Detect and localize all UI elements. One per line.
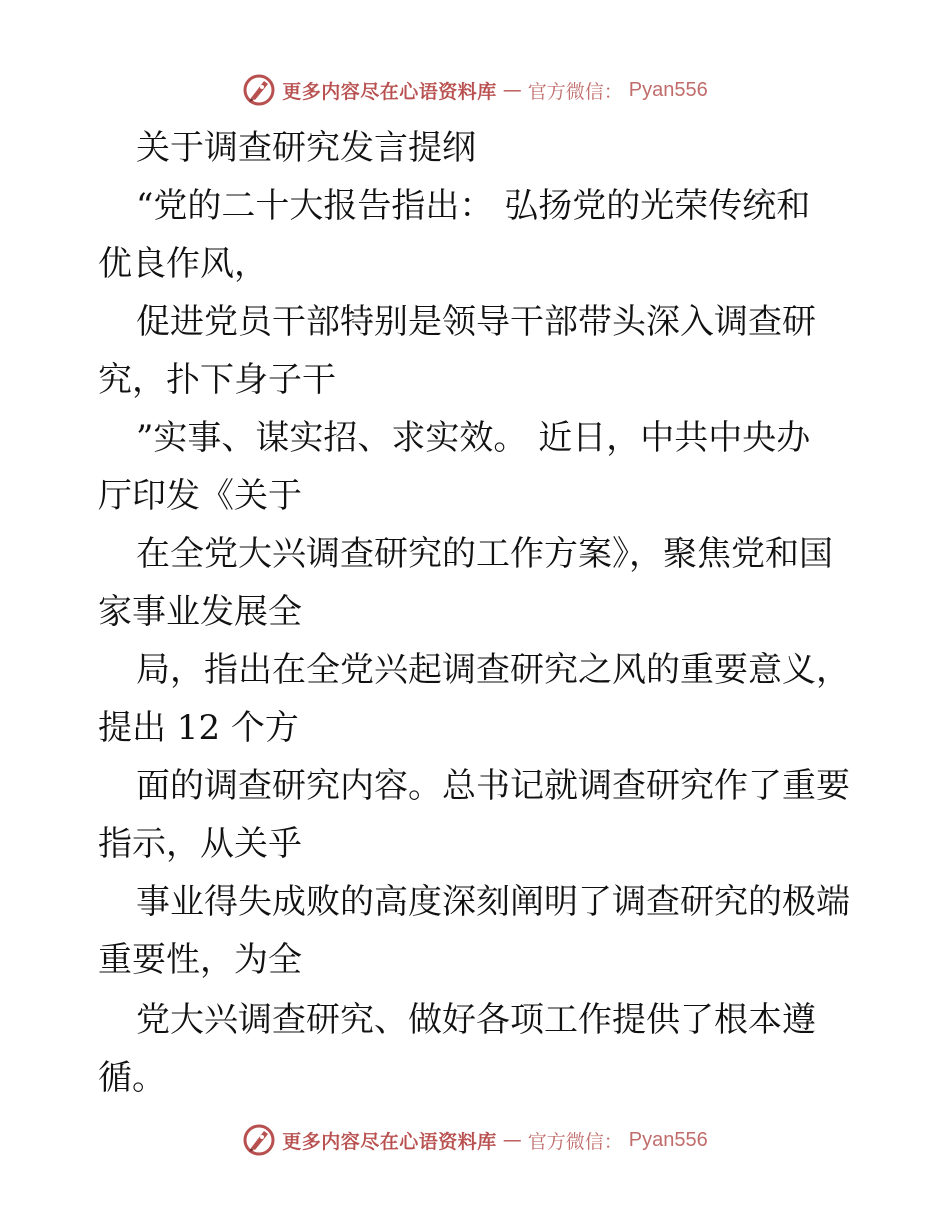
paragraph-line: 家事业发展全 (98, 592, 302, 632)
paragraph-line: 重要性，为全 (98, 940, 302, 980)
header-wechat-label: 官方微信： (527, 80, 623, 103)
footer-brand-text: 更多内容尽在心语资料库 (282, 1130, 497, 1153)
paragraph-line: 优良作风， (98, 244, 268, 284)
paragraph-line: 事业得失成败的高度深刻阐明了调查研究的极端 (136, 882, 850, 922)
paragraph-line: 究，扑下身子干 (98, 360, 336, 400)
paragraph-line: 在全党大兴调查研究的工作方案》，聚焦党和国 (136, 534, 833, 574)
paragraph-line: ”实事、谋实招、求实效。 近日，中共中央办 (136, 418, 811, 458)
header-brand-text: 更多内容尽在心语资料库 (282, 80, 497, 103)
footer-dash: — (502, 1129, 522, 1151)
footer-banner (0, 1120, 950, 1160)
footer-wechat-label: 官方微信： (527, 1130, 623, 1153)
paragraph-line: 面的调查研究内容。总书记就调查研究作了重要 (136, 766, 850, 806)
paragraph-line: “党的二十大报告指出： 弘扬党的光荣传统和 (136, 186, 811, 226)
header-wechat-id: Pyan556 (628, 78, 708, 101)
header-dash: — (502, 79, 522, 101)
paragraph-line: 党大兴调查研究、做好各项工作提供了根本遵 (136, 1000, 816, 1040)
paragraph-line: 指示，从关乎 (98, 824, 302, 864)
document-title: 关于调查研究发言提纲 (136, 128, 476, 168)
paragraph-line: 厅印发《关于 (98, 476, 302, 516)
paragraph-line: 循。 (98, 1058, 166, 1098)
footer-wechat-id: Pyan556 (628, 1128, 708, 1151)
paragraph-line: 促进党员干部特别是领导干部带头深入调查研 (136, 302, 816, 342)
quill-pen-logo-icon (242, 1123, 276, 1157)
paragraph-line: 局，指出在全党兴起调查研究之风的重要意义， (136, 650, 850, 690)
paragraph-line: 提出 12 个方 (98, 708, 299, 748)
